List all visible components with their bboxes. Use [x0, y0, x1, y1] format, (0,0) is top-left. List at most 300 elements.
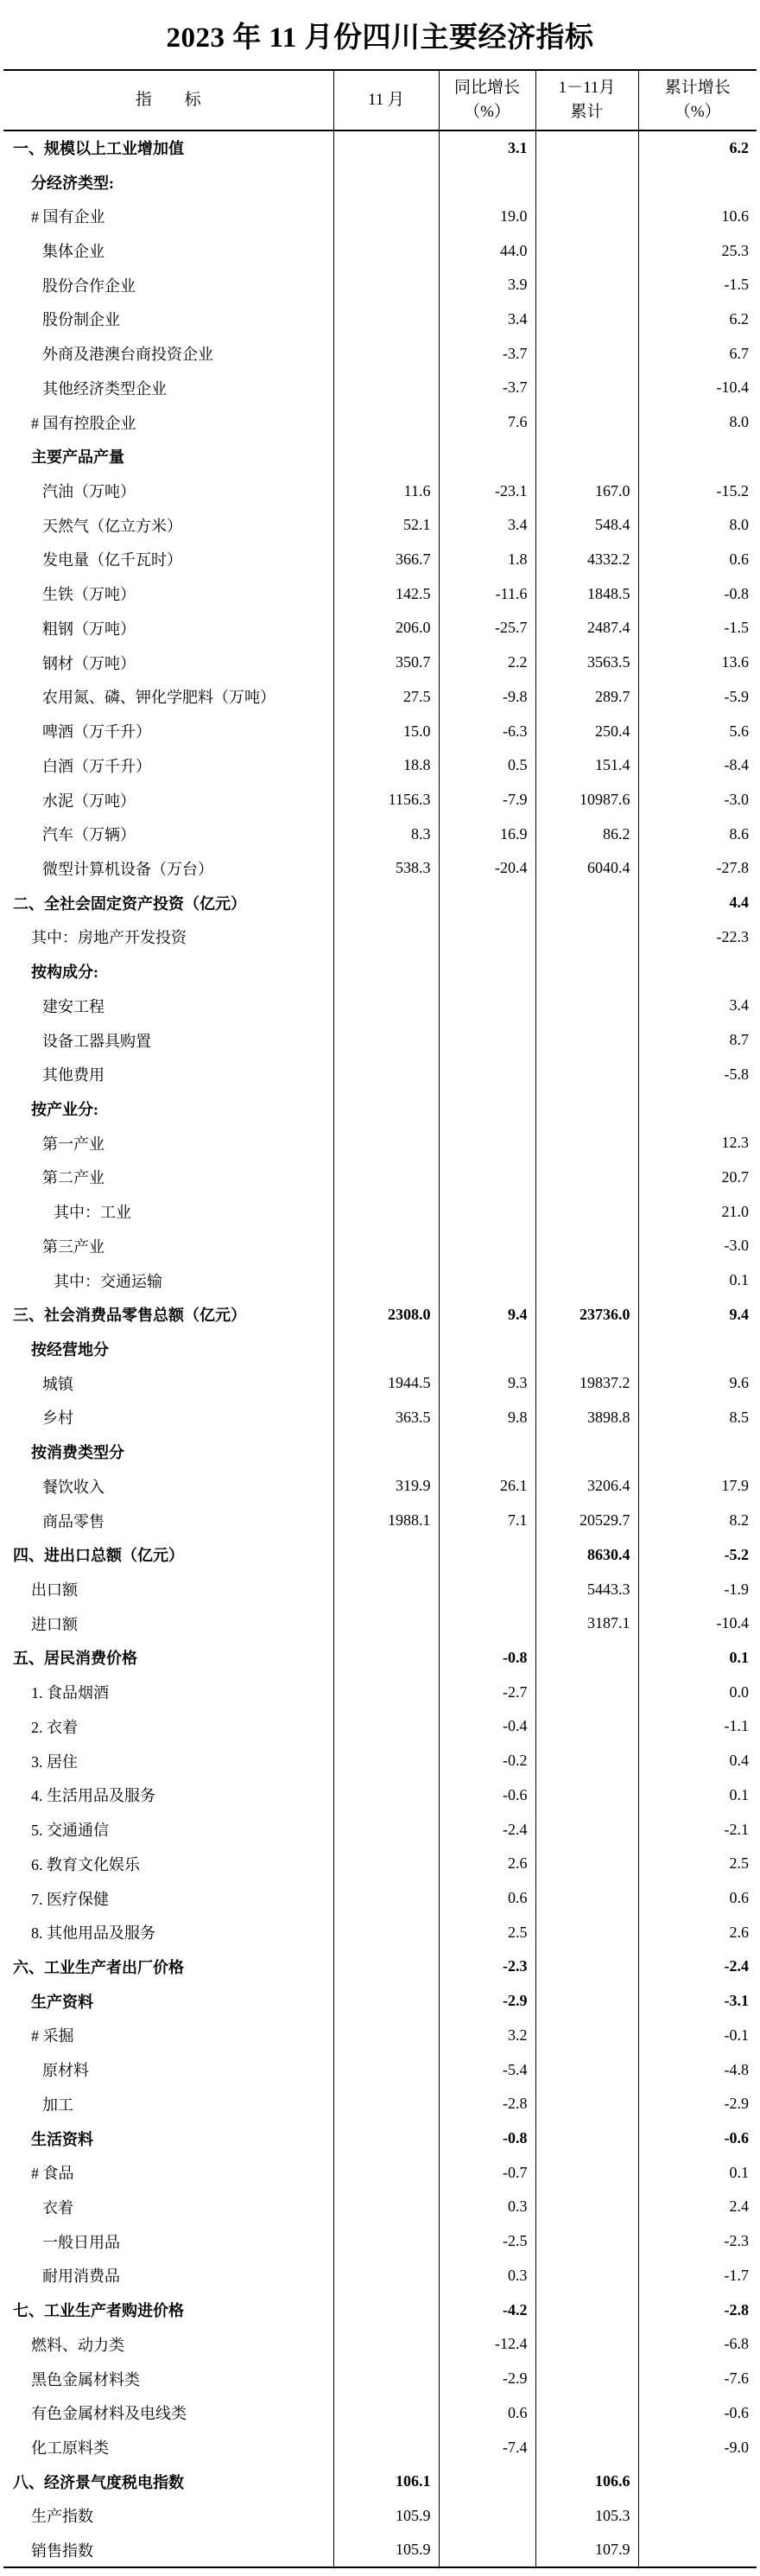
indicator-cell: 乡村: [42, 1409, 73, 1428]
indicator-cell: 设备工器具购置: [42, 1032, 151, 1050]
value-cell: [439, 1023, 535, 1058]
table-row: [3, 1984, 757, 2019]
table-row: [3, 2533, 757, 2567]
value-cell: [333, 1091, 439, 1126]
value-cell: -2.5: [439, 2224, 535, 2259]
value-cell: 8.3: [333, 817, 439, 851]
value-cell: -2.3: [638, 2224, 757, 2259]
value-cell: [333, 336, 439, 371]
indicator-cell: 按产业分:: [31, 1100, 98, 1118]
indicator-cell: 其中：交通运输: [54, 1272, 162, 1290]
value-cell: -0.8: [439, 2121, 535, 2156]
indicator-cell: 八、经济景气度税电指数: [13, 2473, 184, 2491]
value-cell: -0.6: [638, 2395, 757, 2430]
value-cell: [333, 1229, 439, 1263]
table-row: [3, 1537, 757, 1572]
value-cell: 0.6: [439, 1881, 535, 1916]
table-row: [3, 371, 757, 405]
table-row: [3, 680, 757, 715]
value-cell: -7.6: [638, 2362, 757, 2396]
indicator-cell: 按经营地分: [31, 1341, 109, 1359]
table-row: [3, 1572, 757, 1606]
value-cell: -1.5: [638, 611, 757, 646]
table-row: [3, 1057, 757, 1091]
value-cell: [333, 1881, 439, 1916]
value-cell: 44.0: [439, 233, 535, 268]
value-cell: [333, 2259, 439, 2293]
value-cell: 3.4: [638, 989, 757, 1023]
value-cell: [535, 1161, 638, 1195]
value-cell: [638, 1434, 757, 1469]
table-row: [3, 2465, 757, 2499]
value-cell: -20.4: [439, 851, 535, 886]
indicator-cell: 钢材（万吨）: [42, 654, 136, 672]
table-row: [3, 1194, 757, 1229]
value-cell: [638, 1332, 757, 1366]
value-cell: [439, 886, 535, 920]
value-cell: [638, 1091, 757, 1126]
indicator-cell: 5. 交通通信: [31, 1822, 109, 1840]
table-row: [3, 1812, 757, 1847]
value-cell: [333, 2121, 439, 2156]
value-cell: 9.4: [439, 1297, 535, 1332]
table-row: [3, 2499, 757, 2534]
table-row: [3, 576, 757, 611]
indicator-cell: 建安工程: [42, 997, 104, 1015]
value-cell: [535, 1126, 638, 1161]
indicator-cell: 啤酒（万千升）: [42, 723, 151, 741]
header-row: [3, 70, 757, 130]
table-row: [3, 989, 757, 1023]
value-cell: 8630.4: [535, 1537, 638, 1572]
value-cell: [333, 1434, 439, 1469]
indicator-cell: 五、居民消费价格: [13, 1650, 137, 1668]
value-cell: [333, 2327, 439, 2362]
value-cell: 3.4: [439, 302, 535, 337]
value-cell: 0.1: [638, 2155, 757, 2190]
value-cell: [535, 2395, 638, 2430]
value-cell: -2.9: [439, 1984, 535, 2019]
value-cell: -5.9: [638, 680, 757, 715]
value-cell: [535, 2155, 638, 2190]
table-row: [3, 1778, 757, 1813]
value-cell: 0.6: [638, 543, 757, 577]
value-cell: 548.4: [535, 508, 638, 543]
table-row: [3, 1161, 757, 1195]
table-row: [3, 2224, 757, 2259]
value-cell: -5.4: [439, 2052, 535, 2087]
table-row: [3, 1401, 757, 1435]
value-cell: [333, 233, 439, 268]
value-cell: 105.9: [333, 2499, 439, 2534]
table-row: [3, 1297, 757, 1332]
value-cell: -10.4: [638, 371, 757, 405]
value-cell: [535, 886, 638, 920]
value-cell: 6040.4: [535, 851, 638, 886]
value-cell: 1156.3: [333, 783, 439, 817]
indicator-cell: 第一产业: [42, 1135, 104, 1153]
value-cell: [333, 1057, 439, 1091]
col-header-yoy-line2: （%）: [464, 103, 510, 121]
value-cell: [333, 1709, 439, 1744]
value-cell: [333, 2293, 439, 2327]
value-cell: [638, 2465, 757, 2499]
value-cell: [535, 2362, 638, 2396]
value-cell: [333, 1332, 439, 1366]
value-cell: 8.2: [638, 1504, 757, 1538]
indicator-cell: 第二产业: [42, 1169, 104, 1187]
value-cell: [535, 920, 638, 955]
value-cell: 6.7: [638, 336, 757, 371]
value-cell: 3898.8: [535, 1401, 638, 1435]
value-cell: [333, 405, 439, 440]
value-cell: 2.6: [439, 1847, 535, 1881]
value-cell: [535, 1641, 638, 1676]
col-header-cumulative-line1: 1－11月: [558, 79, 616, 98]
value-cell: -3.7: [439, 336, 535, 371]
value-cell: [333, 1949, 439, 1984]
page-title: 2023 年 11 月份四川主要经济指标: [166, 22, 594, 54]
table-row: [3, 405, 757, 440]
value-cell: [333, 1915, 439, 1949]
value-cell: [333, 130, 439, 165]
value-cell: 106.1: [333, 2465, 439, 2499]
value-cell: 105.3: [535, 2499, 638, 2534]
value-cell: 3.4: [439, 508, 535, 543]
value-cell: 1848.5: [535, 576, 638, 611]
value-cell: 9.4: [638, 1297, 757, 1332]
value-cell: [333, 1606, 439, 1641]
indicator-cell: # 采掘: [31, 2027, 74, 2045]
value-cell: [638, 165, 757, 200]
value-cell: 8.5: [638, 1401, 757, 1435]
indicator-cell: 其中：房地产开发投资: [31, 929, 187, 947]
value-cell: 0.4: [638, 1744, 757, 1778]
table-row: [3, 268, 757, 302]
indicator-cell: 加工: [42, 2096, 73, 2114]
value-cell: 2487.4: [535, 611, 638, 646]
indicator-cell: 水泥（万吨）: [42, 792, 136, 810]
indicator-cell: 4. 生活用品及服务: [31, 1787, 155, 1805]
value-cell: -2.8: [439, 2087, 535, 2121]
table-row: [3, 439, 757, 474]
indicator-cell: 分经济类型:: [31, 174, 114, 192]
value-cell: [333, 989, 439, 1023]
indicator-cell: 餐饮收入: [42, 1478, 104, 1496]
indicator-cell: 发电量（亿千瓦时）: [42, 551, 182, 569]
table-row: [3, 920, 757, 955]
table-row: [3, 1469, 757, 1504]
value-cell: 3.9: [439, 268, 535, 302]
value-cell: [535, 2190, 638, 2224]
indicator-cell: # 国有控股企业: [31, 414, 136, 432]
value-cell: [333, 1812, 439, 1847]
indicator-cell: 1. 食品烟酒: [31, 1684, 109, 1702]
value-cell: -3.7: [439, 371, 535, 405]
value-cell: [439, 439, 535, 474]
value-cell: [333, 1537, 439, 1572]
indicator-cell: 商品零售: [42, 1512, 104, 1530]
value-cell: [333, 1675, 439, 1709]
value-cell: -5.8: [638, 1057, 757, 1091]
value-cell: 167.0: [535, 474, 638, 508]
value-cell: [439, 2465, 535, 2499]
table-row: [3, 611, 757, 646]
value-cell: 23736.0: [535, 1297, 638, 1332]
value-cell: [333, 1744, 439, 1778]
value-cell: [535, 2327, 638, 2362]
table-row: [3, 1023, 757, 1058]
value-cell: [333, 2190, 439, 2224]
value-cell: [439, 954, 535, 989]
indicator-cell: 7. 医疗保健: [31, 1890, 109, 1908]
value-cell: [333, 2087, 439, 2121]
value-cell: [638, 2499, 757, 2534]
table-row: [3, 2293, 757, 2327]
col-header-indicator: 指 标: [3, 70, 333, 130]
indicator-cell: 农用氮、磷、钾化学肥料（万吨）: [42, 689, 276, 707]
value-cell: -7.9: [439, 783, 535, 817]
indicator-cell: 2. 衣着: [31, 1718, 78, 1736]
value-cell: [535, 1709, 638, 1744]
indicator-cell: 四、进出口总额（亿元）: [13, 1547, 184, 1565]
value-cell: 151.4: [535, 748, 638, 783]
value-cell: [535, 1778, 638, 1813]
value-cell: [535, 302, 638, 337]
value-cell: -2.9: [638, 2087, 757, 2121]
table-row: [3, 233, 757, 268]
table-row: [3, 199, 757, 233]
col-header-cumulative-growth-line1: 累计增长: [664, 79, 731, 98]
table-row: [3, 2259, 757, 2293]
table-row: [3, 1606, 757, 1641]
value-cell: [638, 439, 757, 474]
indicator-cell: 8. 其他用品及服务: [31, 1924, 155, 1943]
value-cell: [535, 2121, 638, 2156]
col-header-yoy-line1: 同比增长: [453, 79, 520, 98]
indicator-cell: 天然气（亿立方米）: [42, 517, 182, 535]
table-row: [3, 2395, 757, 2430]
value-cell: 19837.2: [535, 1366, 638, 1401]
value-cell: -27.8: [638, 851, 757, 886]
value-cell: 538.3: [333, 851, 439, 886]
value-cell: [535, 1984, 638, 2019]
value-cell: [535, 954, 638, 989]
value-cell: -2.8: [638, 2293, 757, 2327]
value-cell: -9.8: [439, 680, 535, 715]
value-cell: 0.0: [638, 1675, 757, 1709]
value-cell: [333, 165, 439, 200]
value-cell: -2.9: [439, 2362, 535, 2396]
table-row: [3, 2052, 757, 2087]
table-row: [3, 165, 757, 200]
value-cell: 1.8: [439, 543, 535, 577]
col-header-yoy-growth: [439, 70, 535, 130]
indicator-cell: 6. 教育文化娱乐: [31, 1855, 140, 1873]
value-cell: [535, 1812, 638, 1847]
table-row: [3, 1434, 757, 1469]
value-cell: 52.1: [333, 508, 439, 543]
value-cell: [333, 1194, 439, 1229]
table-row: [3, 748, 757, 783]
indicator-cell: 股份制企业: [42, 311, 120, 329]
value-cell: -0.8: [638, 576, 757, 611]
indicator-cell: 按构成分:: [31, 964, 98, 982]
value-cell: 8.0: [638, 405, 757, 440]
table-row: [3, 2019, 757, 2053]
value-cell: [535, 2259, 638, 2293]
table-row: [3, 1504, 757, 1538]
value-cell: 3.1: [439, 130, 535, 165]
value-cell: [638, 2533, 757, 2567]
value-cell: [439, 1126, 535, 1161]
value-cell: [535, 2293, 638, 2327]
value-cell: [535, 1915, 638, 1949]
value-cell: 366.7: [333, 543, 439, 577]
value-cell: -11.6: [439, 576, 535, 611]
value-cell: [333, 920, 439, 955]
value-cell: -25.7: [439, 611, 535, 646]
table-row: [3, 2362, 757, 2396]
value-cell: 10987.6: [535, 783, 638, 817]
indicator-cell: 销售指数: [31, 2541, 93, 2560]
table-row: [3, 1949, 757, 1984]
value-cell: -2.7: [439, 1675, 535, 1709]
indicator-cell: 粗钢（万吨）: [42, 620, 136, 638]
value-cell: 1988.1: [333, 1504, 439, 1538]
value-cell: [333, 1847, 439, 1881]
value-cell: 0.3: [439, 2190, 535, 2224]
value-cell: [333, 1263, 439, 1298]
value-cell: [439, 920, 535, 955]
value-cell: [535, 2087, 638, 2121]
table-row: [3, 543, 757, 577]
value-cell: 2.6: [638, 1915, 757, 1949]
value-cell: -6.8: [638, 2327, 757, 2362]
value-cell: [535, 1881, 638, 1916]
value-cell: 107.9: [535, 2533, 638, 2567]
value-cell: -0.2: [439, 1744, 535, 1778]
value-cell: 9.3: [439, 1366, 535, 1401]
table-row: [3, 2155, 757, 2190]
value-cell: [535, 1023, 638, 1058]
indicator-cell: 原材料: [42, 2062, 89, 2080]
indicator-cell: 出口额: [31, 1581, 78, 1600]
value-cell: [333, 1023, 439, 1058]
indicator-cell: 有色金属材料及电线类: [31, 2405, 187, 2423]
value-cell: 12.3: [638, 1126, 757, 1161]
value-cell: 0.6: [439, 2395, 535, 2430]
value-cell: [535, 2019, 638, 2053]
value-cell: [333, 1126, 439, 1161]
value-cell: -1.1: [638, 1709, 757, 1744]
value-cell: [535, 1847, 638, 1881]
value-cell: [535, 1949, 638, 1984]
table-row: [3, 714, 757, 748]
value-cell: 9.6: [638, 1366, 757, 1401]
value-cell: [439, 1229, 535, 1263]
value-cell: 6.2: [638, 302, 757, 337]
indicator-cell: 汽车（万辆）: [42, 826, 136, 844]
value-cell: -7.4: [439, 2430, 535, 2465]
indicator-cell: 燃料、动力类: [31, 2336, 124, 2354]
value-cell: -1.5: [638, 268, 757, 302]
indicators-table: [3, 69, 757, 2568]
value-cell: [535, 165, 638, 200]
indicator-cell: 微型计算机设备（万台）: [42, 860, 213, 878]
table-row: [3, 1263, 757, 1298]
indicator-cell: # 国有企业: [31, 208, 105, 226]
table-row: [3, 1709, 757, 1744]
value-cell: 0.6: [638, 1881, 757, 1916]
value-cell: 10.6: [638, 199, 757, 233]
value-cell: [439, 1194, 535, 1229]
table-row: [3, 886, 757, 920]
value-cell: -2.1: [638, 1812, 757, 1847]
value-cell: [439, 1091, 535, 1126]
value-cell: 25.3: [638, 233, 757, 268]
indicator-cell: 第三产业: [42, 1237, 104, 1256]
value-cell: -3.0: [638, 1229, 757, 1263]
value-cell: -0.6: [439, 1778, 535, 1813]
value-cell: [333, 268, 439, 302]
indicator-cell: 3. 居住: [31, 1752, 78, 1771]
table-row: [3, 783, 757, 817]
table-row: [3, 2121, 757, 2156]
value-cell: [333, 2224, 439, 2259]
value-cell: [439, 1332, 535, 1366]
indicator-cell: 七、工业生产者购进价格: [13, 2302, 184, 2320]
value-cell: -23.1: [439, 474, 535, 508]
col-header-cumulative-growth-line2: （%）: [674, 103, 721, 121]
table-row: [3, 302, 757, 337]
value-cell: [535, 1434, 638, 1469]
value-cell: [333, 1984, 439, 2019]
value-cell: 105.9: [333, 2533, 439, 2567]
indicator-cell: 进口额: [31, 1615, 78, 1633]
value-cell: [439, 989, 535, 1023]
table-row: [3, 646, 757, 680]
value-cell: -5.2: [638, 1537, 757, 1572]
value-cell: 2308.0: [333, 1297, 439, 1332]
value-cell: 0.5: [439, 748, 535, 783]
value-cell: 19.0: [439, 199, 535, 233]
indicator-cell: 其他费用: [42, 1066, 104, 1084]
value-cell: -0.4: [439, 1709, 535, 1744]
value-cell: [333, 439, 439, 474]
col-header-cumulative-growth: [638, 70, 757, 130]
indicator-cell: 六、工业生产者出厂价格: [13, 1958, 184, 1976]
value-cell: [638, 954, 757, 989]
table-row: [3, 336, 757, 371]
value-cell: [535, 1229, 638, 1263]
value-cell: [535, 405, 638, 440]
indicator-cell: 生活资料: [31, 2130, 93, 2148]
table-row: [3, 508, 757, 543]
value-cell: -0.6: [638, 2121, 757, 2156]
value-cell: 17.9: [638, 1469, 757, 1504]
value-cell: 11.6: [333, 474, 439, 508]
value-cell: 3563.5: [535, 646, 638, 680]
value-cell: [439, 1572, 535, 1606]
value-cell: 363.5: [333, 1401, 439, 1435]
table-row: [3, 954, 757, 989]
indicator-cell: 按消费类型分: [31, 1444, 124, 1462]
value-cell: [439, 2499, 535, 2534]
value-cell: 7.1: [439, 1504, 535, 1538]
value-cell: [535, 2052, 638, 2087]
value-cell: [333, 302, 439, 337]
